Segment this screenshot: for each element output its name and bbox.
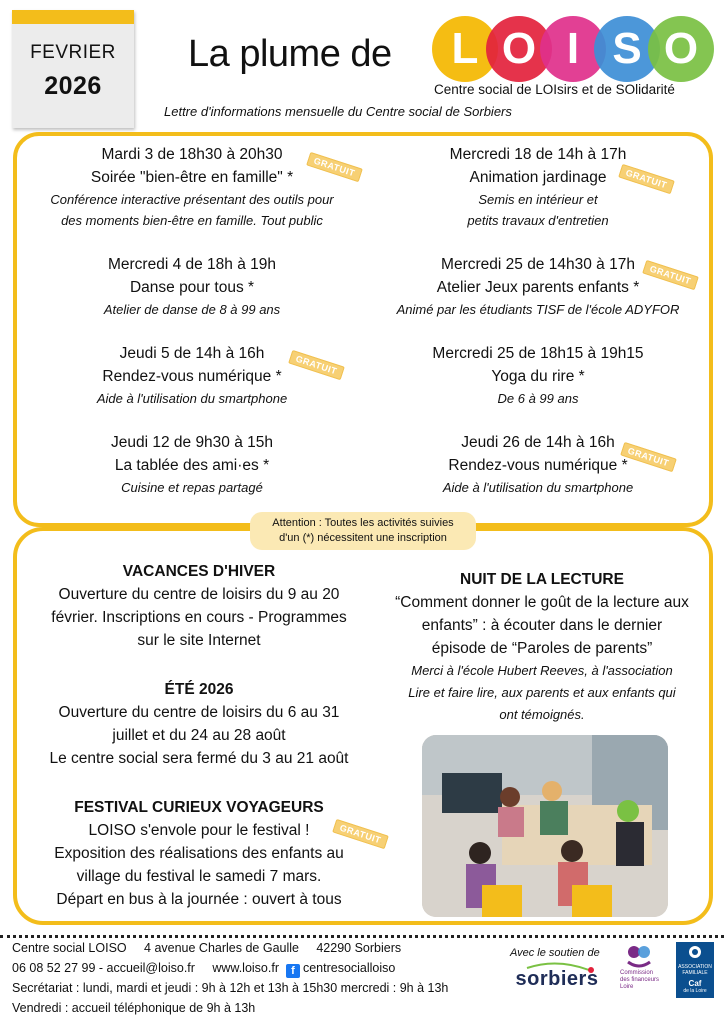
event-title: Animation jardinage <box>469 169 607 186</box>
event-item <box>17 254 367 320</box>
section-line: Le centre social sera fermé du 3 au 21 août <box>49 750 349 767</box>
gratuit-stamp: GRATUIT <box>288 350 344 380</box>
section-thanks: ont témoignés. <box>499 707 585 722</box>
sorbiers-logo <box>507 960 607 996</box>
footer-hours: Secrétariat : lundi, mardi et jeudi : 9h à 12h et 13h à 15h30 mercredi : 9h à 13h <box>12 981 449 995</box>
commission-icon <box>624 944 654 968</box>
section-line: épisode de “Paroles de parents” <box>431 640 653 657</box>
attention-note <box>250 512 476 550</box>
vacances-section <box>29 561 369 652</box>
logo-letter-o2: O <box>648 16 714 82</box>
gratuit-stamp: GRATUIT <box>306 152 362 182</box>
event-description: des moments bien-être en famille. Tout public <box>61 213 323 228</box>
commission-line: des financeurs <box>620 977 660 983</box>
event-item <box>17 432 367 498</box>
event-date: Jeudi 12 de 9h30 à 15h <box>110 434 274 451</box>
event-title: Yoga du rire * <box>491 368 585 385</box>
event-description: petits travaux d'entretien <box>467 213 609 228</box>
event-date: Mardi 3 de 18h30 à 20h30 <box>101 146 283 163</box>
event-description: Cuisine et repas partagé <box>121 480 263 495</box>
events-box <box>13 132 713 527</box>
footer-phone-email[interactable]: 06 08 52 27 99 - accueil@loiso.fr <box>12 961 195 975</box>
footer-city: 42290 Sorbiers <box>316 941 402 955</box>
footer-address <box>12 941 401 955</box>
lecture-photo <box>422 735 668 917</box>
section-line: Ouverture du centre de loisirs du 6 au 31 <box>58 704 340 721</box>
event-description: Animé par les étudiants TISF de l'école ADYFOR <box>396 302 680 317</box>
caf-association <box>676 964 714 976</box>
commission-line: Commission <box>620 970 654 976</box>
event-item <box>363 343 713 409</box>
footer-street: 4 avenue Charles de Gaulle <box>144 941 299 955</box>
event-date: Mercredi 18 de 14h à 17h <box>449 146 627 163</box>
caf-place: de la Loire <box>683 988 707 994</box>
section-heading: ÉTÉ 2026 <box>164 681 234 698</box>
caf-line: ASSOCIATION <box>678 964 712 970</box>
footer-contact <box>12 961 395 978</box>
section-line: LOISO s'envole pour le festival ! <box>88 822 310 839</box>
event-title: Atelier Jeux parents enfants * <box>436 279 640 296</box>
event-title: La tablée des ami·es * <box>114 457 270 474</box>
gratuit-stamp: GRATUIT <box>618 164 674 194</box>
event-date: Jeudi 5 de 14h à 16h <box>119 345 265 362</box>
section-heading: FESTIVAL CURIEUX VOYAGEURS <box>74 799 324 816</box>
attention-line: Attention : Toutes les activités suivies <box>272 517 454 529</box>
caf-line: FAMILIALE <box>682 970 708 976</box>
section-thanks: Lire et faire lire, aux parents et aux enfants qui <box>408 685 676 700</box>
issue-year: 2026 <box>44 72 102 100</box>
support-label: Avec le soutien de <box>510 947 600 959</box>
event-item <box>17 343 367 409</box>
footer-friday-hours: Vendredi : accueil téléphonique de 9h à 13h <box>12 1001 256 1015</box>
commission-text <box>620 970 670 991</box>
footer-org-name: Centre social LOISO <box>12 941 127 955</box>
section-line: village du festival le samedi 7 mars. <box>76 868 322 885</box>
logo-letter-s: S <box>594 16 660 82</box>
commission-logo <box>620 944 670 1000</box>
event-title: Rendez-vous numérique * <box>102 368 282 385</box>
lecture-section <box>371 569 713 726</box>
section-line: sur le site Internet <box>137 632 261 649</box>
section-line: “Comment donner le goût de la lecture aux <box>395 594 689 611</box>
caf-logo <box>676 942 714 998</box>
festival-section <box>29 797 369 911</box>
section-line: juillet et du 24 au 28 août <box>112 727 286 744</box>
tagline: Centre social de LOIsirs et de SOlidarité <box>434 82 675 97</box>
section-heading: VACANCES D'HIVER <box>122 563 276 580</box>
caf-name: Caf <box>688 979 702 988</box>
date-box <box>12 10 134 128</box>
event-date: Mercredi 25 de 18h15 à 19h15 <box>432 345 644 362</box>
event-description: Semis en intérieur et <box>478 192 598 207</box>
section-line: Ouverture du centre de loisirs du 9 au 20 <box>58 586 340 603</box>
commission-line: Loire <box>620 984 634 990</box>
logo-letter-l: L <box>432 16 498 82</box>
footer-divider <box>0 935 724 938</box>
ete-section <box>29 679 369 770</box>
gratuit-stamp: GRATUIT <box>620 442 676 472</box>
event-description: Aide à l'utilisation du smartphone <box>96 391 288 406</box>
issue-month: FEVRIER <box>30 42 116 63</box>
gratuit-stamp: GRATUIT <box>642 260 698 290</box>
logo-letter-i: I <box>540 16 606 82</box>
event-description: Conférence interactive présentant des outils pour <box>50 192 334 207</box>
footer-website[interactable]: www.loiso.fr <box>212 961 279 975</box>
section-line: enfants” : à écouter dans le dernier <box>421 617 663 634</box>
caf-icon <box>676 944 714 964</box>
logo-letter-o: O <box>486 16 552 82</box>
loiso-logo <box>432 16 722 82</box>
section-line: Exposition des réalisations des enfants au <box>54 845 344 862</box>
section-heading: NUIT DE LA LECTURE <box>460 571 624 588</box>
section-line: février. Inscriptions en cours - Programmes <box>51 609 347 626</box>
section-thanks: Merci à l'école Hubert Reeves, à l'association <box>411 663 673 678</box>
attention-line: d'un (*) nécessitent une inscription <box>279 532 447 544</box>
facebook-icon: f <box>286 964 300 978</box>
newsletter-title: La plume de <box>188 33 392 75</box>
event-title: Soirée "bien-être en famille" * <box>90 169 294 186</box>
sorbiers-name: sorbiers <box>515 968 599 990</box>
event-date: Mercredi 4 de 18h à 19h <box>107 256 277 273</box>
section-line: Départ en bus à la journée : ouvert à tous <box>56 891 342 908</box>
event-description: Atelier de danse de 8 à 99 ans <box>103 302 281 317</box>
event-date: Mercredi 25 de 14h30 à 17h <box>441 256 635 273</box>
event-description: De 6 à 99 ans <box>497 391 579 406</box>
event-date: Jeudi 26 de 14h à 16h <box>461 434 615 451</box>
footer-facebook[interactable]: centresocialloiso <box>302 961 396 975</box>
event-title: Rendez-vous numérique * <box>448 457 628 474</box>
subtitle: Lettre d'informations mensuelle du Centre social de Sorbiers <box>164 104 512 119</box>
event-title: Danse pour tous * <box>129 279 255 296</box>
event-description: Aide à l'utilisation du smartphone <box>442 480 634 495</box>
gratuit-stamp: GRATUIT <box>332 819 388 849</box>
photo-illustration <box>422 735 668 917</box>
